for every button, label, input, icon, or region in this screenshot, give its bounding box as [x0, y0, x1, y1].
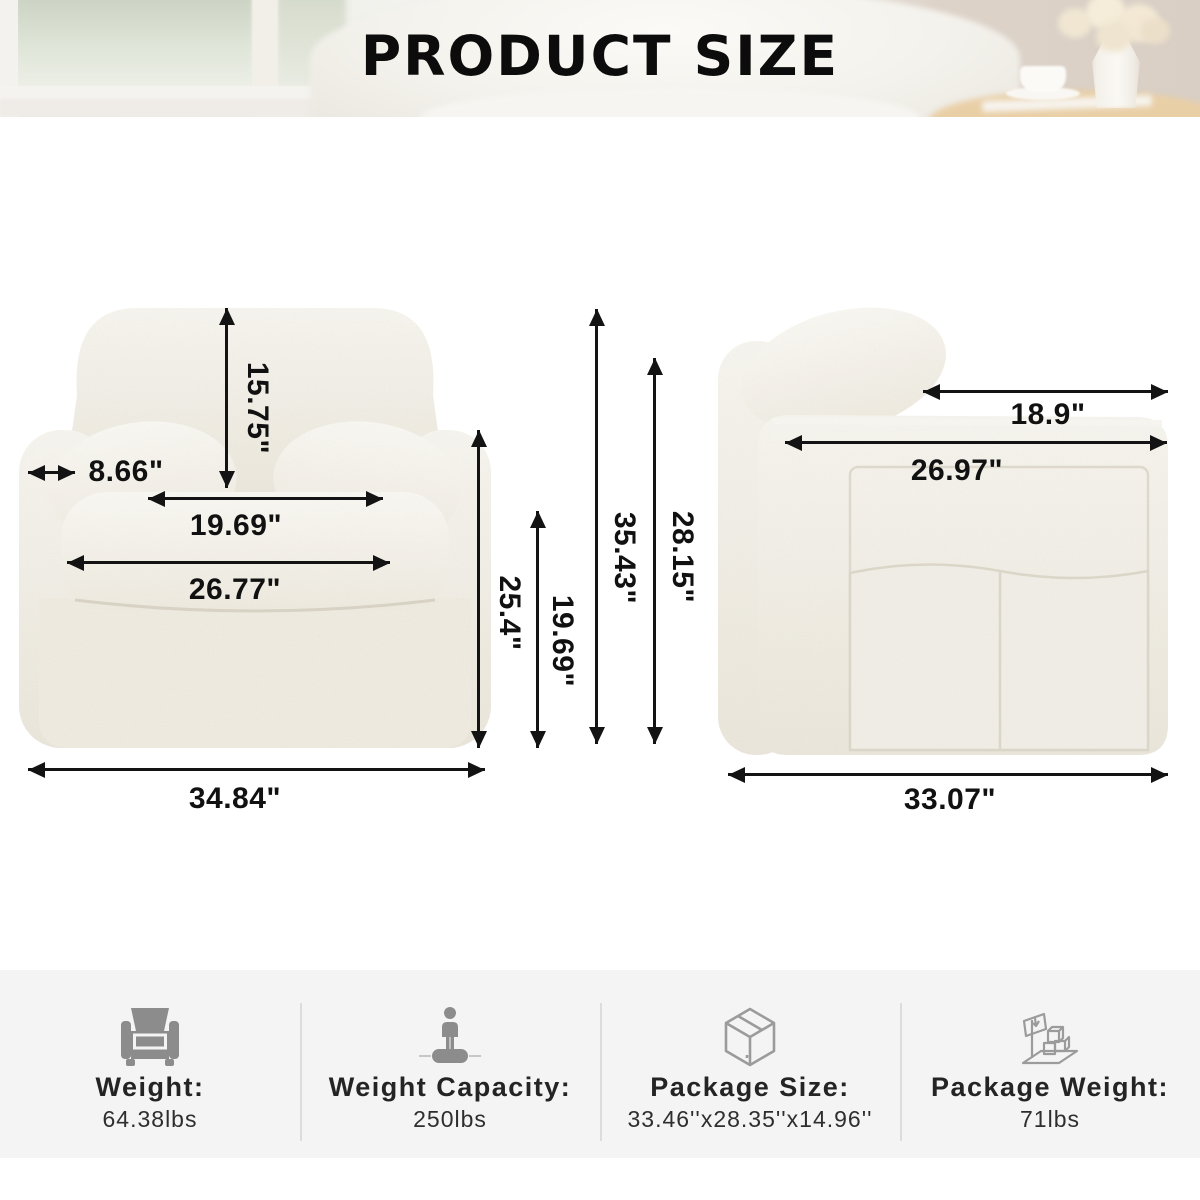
spec-label: Weight Capacity: [328, 1072, 572, 1102]
package-box-icon [718, 1006, 782, 1068]
dim-arrow-seat-cushion-width [67, 561, 390, 564]
spec-value: 250lbs [413, 1106, 487, 1132]
dim-label-overall-width: 34.84" [188, 782, 282, 815]
dim-arrow-overall-depth [728, 773, 1168, 776]
dim-arrow-overall-width [28, 768, 485, 771]
dim-label-inner-seat-width: 19.69" [189, 509, 283, 542]
dim-label-seat-height: 19.69" [546, 594, 579, 688]
dim-arrow-arm-height [477, 430, 480, 748]
dim-arrow-back-cushion-height [225, 308, 228, 488]
dim-arrow-seat-height [536, 511, 539, 748]
spec-label: Package Weight: [930, 1072, 1170, 1102]
dim-label-overall-height: 35.43" [608, 511, 641, 605]
dim-arrow-inner-seat-width [148, 497, 383, 500]
spec-package-size [600, 970, 900, 1158]
spec-package-weight [900, 970, 1200, 1158]
package-weight-icon [1017, 1006, 1083, 1068]
spec-value: 33.46''x28.35''x14.96'' [627, 1106, 873, 1132]
dim-label-back-height: 28.15" [666, 510, 699, 604]
page-title: PRODUCT SIZE [360, 24, 840, 88]
side-view-chair [712, 305, 1172, 775]
armchair-icon [118, 1006, 182, 1068]
person-weight-icon [418, 1006, 482, 1068]
spec-value: 71lbs [1020, 1106, 1080, 1132]
dim-label-back-cushion-height: 15.75" [241, 361, 274, 455]
hero-banner-photo [0, 0, 1200, 117]
spec-label: Weight: [95, 1072, 205, 1102]
dim-label-seat-cushion-width: 26.77" [188, 573, 282, 606]
dim-label-overall-depth: 33.07" [903, 783, 997, 816]
spec-band [0, 970, 1200, 1158]
dim-arrow-upper-depth [785, 441, 1167, 444]
dim-arrow-overall-height [595, 309, 598, 744]
wall [0, 99, 360, 117]
spec-weight [0, 970, 300, 1158]
dim-arrow-back-height [653, 358, 656, 744]
dim-arrow-arm-width [28, 471, 75, 474]
spec-weight-capacity [300, 970, 600, 1158]
spec-value: 64.38lbs [102, 1106, 198, 1132]
dim-label-upper-depth: 26.97" [910, 454, 1004, 487]
spec-label: Package Size: [650, 1072, 850, 1102]
dim-label-arm-width: 8.66" [88, 455, 164, 488]
dim-label-arm-height: 25.4" [493, 575, 526, 651]
dim-arrow-arm-depth [923, 390, 1168, 393]
dim-label-arm-depth: 18.9" [1010, 398, 1086, 431]
